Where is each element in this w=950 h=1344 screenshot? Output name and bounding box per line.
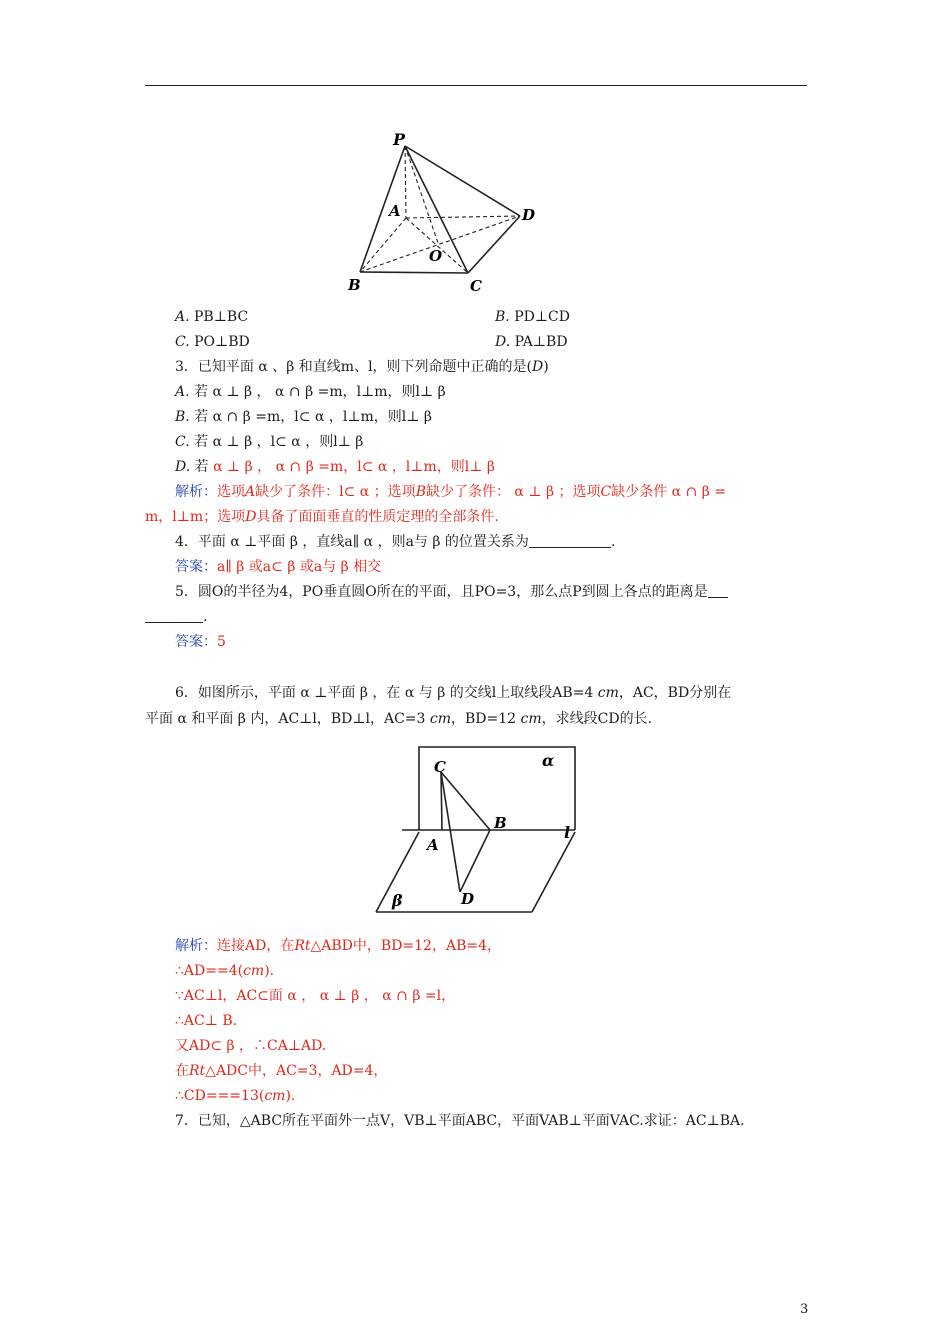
q3-analysis-line2: m，l⊥m；选项D具备了面面垂直的性质定理的全部条件. (145, 509, 499, 525)
label-A: A (389, 202, 401, 220)
q3-answer-letter: D (532, 359, 544, 375)
label-B2: B (494, 814, 507, 832)
q4-blank (529, 533, 611, 548)
label-B: B (348, 276, 361, 294)
q5-answer-text: 5 (217, 634, 226, 650)
q5-blank (145, 608, 203, 623)
q3-analysis-line1: 解析：选项A缺少了条件：l⊂ α ；选项B缺少了条件： α ⊥ β ；选项C缺少条件 α ∩ β = (175, 484, 727, 500)
q6-stem-line1: 6．如图所示，平面 α ⊥平面 β ，在 α 与 β 的交线l上取线段AB=4 cm，AC，BD分别在 (175, 685, 732, 701)
label-l: l (564, 823, 571, 842)
q4-answer-text: a∥ β 或a⊂ β 或a与 β 相交 (217, 559, 382, 575)
q5-answer: 答案：5 (175, 634, 226, 650)
page-number: 3 (800, 1302, 809, 1317)
q6-solution-line1: 解析：连接AD，在Rt△ABD中，BD=12，AB=4， (175, 938, 501, 954)
q2-opt-b: PD⊥CD (514, 309, 570, 325)
q5-stem: 5．圆O的半径为4，PO垂直圆O所在的平面，且PO=3，那么点P到圆上各点的距离是 (175, 583, 728, 601)
q2-opt-c: PO⊥BD (194, 334, 250, 350)
label-D2: D (461, 890, 475, 908)
q2-opt-a: PB⊥BC (194, 309, 249, 325)
planes-figure (372, 742, 582, 922)
label-O: O (429, 247, 443, 265)
q6-solution-line3: ∵AC⊥l，AC⊂面 α ， α ⊥ β ， α ∩ β =l， (175, 988, 456, 1004)
pyramid-figure (340, 128, 540, 298)
q4-answer: 答案：a∥ β 或a⊂ β 或a与 β 相交 (175, 559, 382, 575)
q2-opt-c-label: C. (175, 334, 190, 350)
label-D: D (522, 206, 536, 224)
q6-solution-line7: ∴CD===13(cm). (175, 1088, 296, 1104)
q3-option-b: B. 若 α ∩ β =m，l⊂ α ，l⊥m，则l⊥ β (175, 409, 432, 425)
q2-opt-d-label: D. (495, 334, 511, 350)
q3-option-a: A. 若 α ⊥ β ， α ∩ β =m，l⊥m，则l⊥ β (175, 384, 446, 400)
q2-opt-b-label: B. (495, 309, 510, 325)
q2-row2 (175, 333, 568, 351)
label-C2: C (434, 758, 446, 776)
q2-opt-d: PA⊥BD (514, 334, 568, 350)
q3-stem: 3．已知平面 α 、β 和直线m、l，则下列命题中正确的是(D) (175, 359, 549, 375)
q6-stem-line2: 平面 α 和平面 β 内，AC⊥l，BD⊥l，AC=3 cm，BD=12 cm，求线段CD的长. (145, 711, 653, 727)
q3-option-d: D. 若 α ⊥ β ， α ∩ β =m，l⊂ α ，l⊥m，则l⊥ β (175, 459, 495, 475)
q6-solution-line6: 在Rt△ADC中，AC=3，AD=4， (175, 1063, 388, 1079)
header-rule (145, 85, 807, 86)
q6-solution-line4: ∴AC⊥ Β. (175, 1013, 238, 1029)
q2-opt-a-label: A. (175, 309, 190, 325)
q5-stem-cont: . (145, 608, 207, 626)
label-alpha: α (542, 751, 555, 770)
q6-solution-line5: 又AD⊂ β ，∴CA⊥AD. (175, 1038, 327, 1054)
label-A2: A (427, 836, 439, 854)
q2-row1 (175, 308, 570, 326)
q3-analysis-label: 解析： (175, 484, 217, 500)
label-beta: β (392, 891, 403, 910)
q4-stem: 4．平面 α ⊥平面 β ，直线a∥ α ，则a与 β 的位置关系为 . (175, 534, 616, 550)
label-P: P (393, 130, 406, 149)
q7-stem: 7．已知，△ABC所在平面外一点V，VB⊥平面ABC，平面VAB⊥平面VAC.求证：AC⊥BA. (175, 1113, 745, 1129)
label-C: C (470, 277, 482, 295)
q3-option-c: C. 若 α ⊥ β ，l⊂ α ，则l⊥ β (175, 434, 364, 450)
q6-solution-line2: ∴AD==4(cm). (175, 963, 275, 979)
